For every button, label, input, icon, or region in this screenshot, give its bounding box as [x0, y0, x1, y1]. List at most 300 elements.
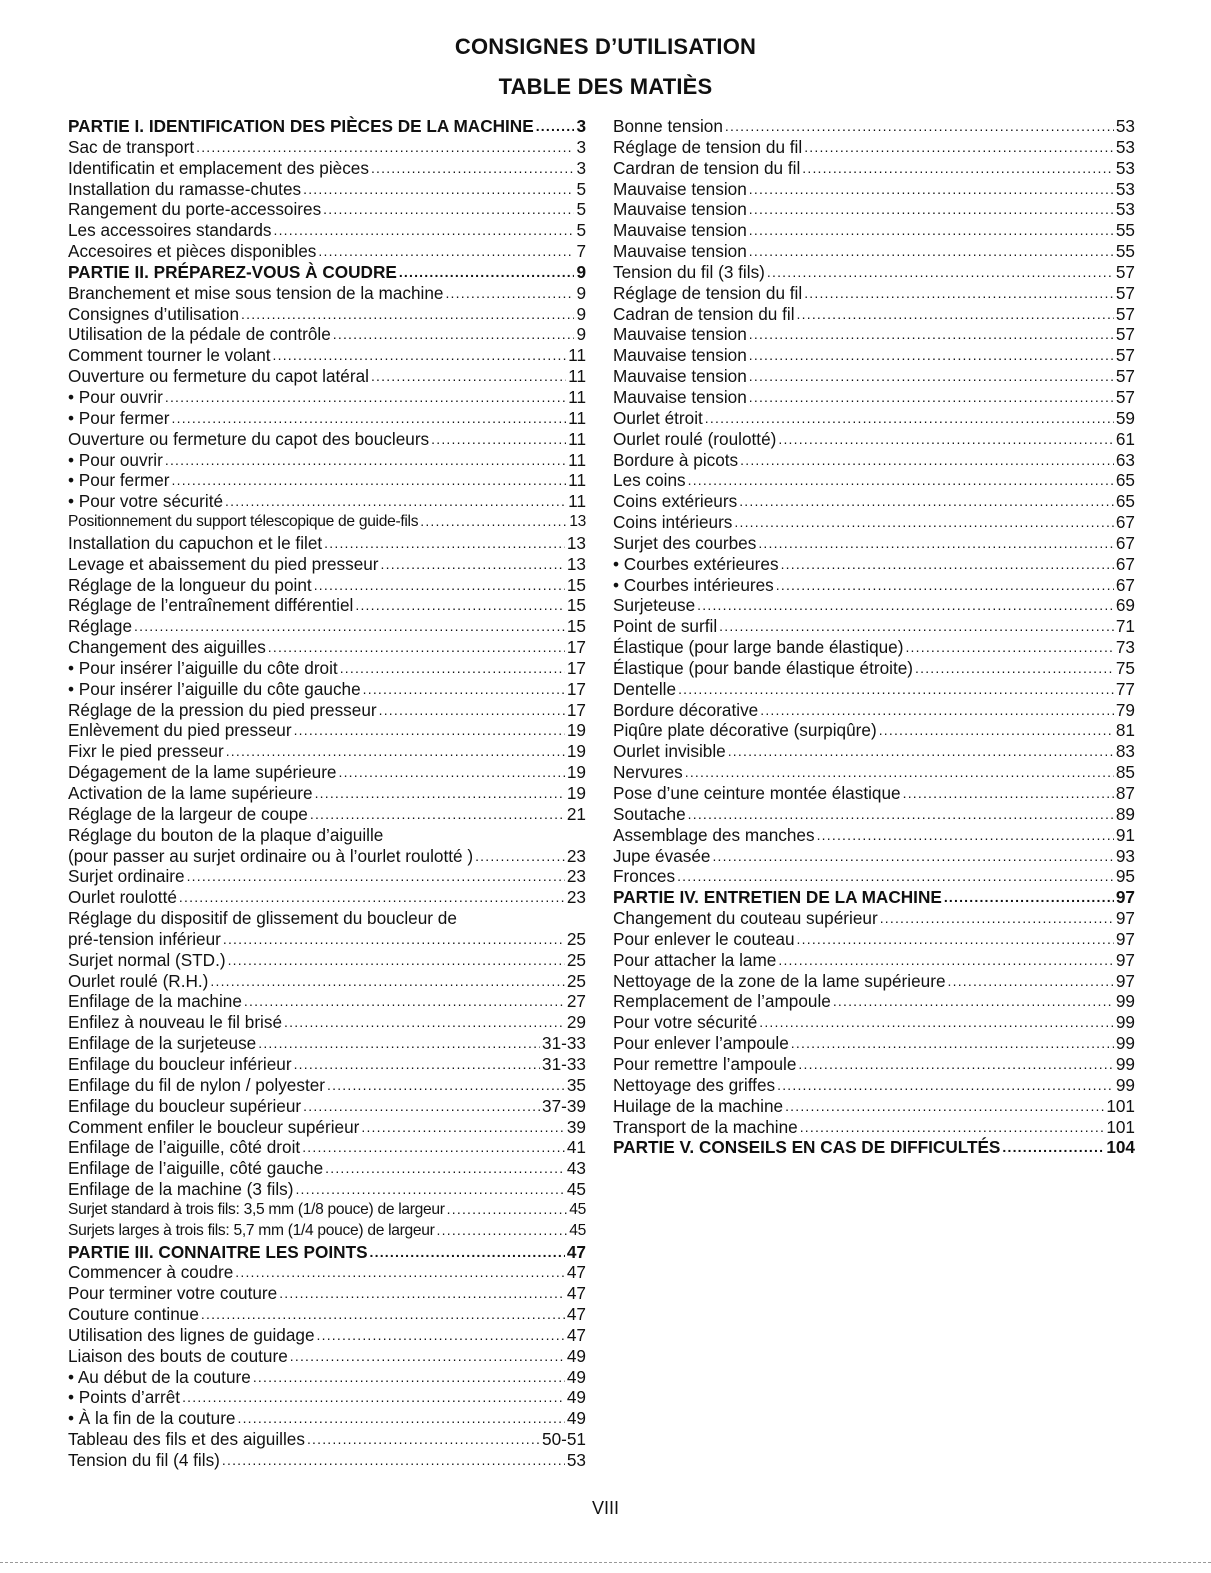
toc-entry-page: 15	[566, 616, 586, 637]
dot-leader	[324, 533, 565, 554]
toc-entry-page: 9	[576, 282, 586, 303]
toc-entry-label: PARTIE IV. ENTRETIEN DE LA MACHINE	[613, 887, 942, 908]
toc-entry-page: 101	[1106, 1116, 1135, 1137]
dot-leader	[447, 1200, 568, 1221]
toc-entry-page: 19	[566, 762, 586, 783]
toc-entry	[613, 1075, 1135, 1096]
toc-entry-label: Dentelle	[613, 678, 677, 699]
dot-leader	[905, 637, 1113, 658]
toc-entry-label: • Pour insérer l’aiguille du côte gauche	[68, 678, 361, 699]
toc-entry	[68, 533, 586, 554]
toc-entry	[613, 929, 1135, 950]
dot-leader	[379, 700, 565, 721]
toc-entry-page: 91	[1115, 824, 1135, 845]
toc-entry-label: Mauvaise tension	[613, 220, 747, 241]
toc-entry-page: 49	[566, 1345, 586, 1366]
dot-leader	[355, 595, 565, 616]
toc-entry	[68, 1096, 586, 1117]
dot-leader	[241, 304, 574, 325]
toc-entry-label: Positionnement du support télescopique de guide-fils	[68, 513, 419, 531]
toc-entry	[613, 804, 1135, 825]
toc-entry-label: Cadran de tension du fil	[613, 303, 795, 324]
toc-entry-label: Bonne tension	[613, 116, 723, 136]
toc-entry	[68, 470, 586, 491]
dot-leader	[758, 533, 1114, 554]
toc-entry	[68, 700, 586, 721]
toc-entry	[613, 1054, 1135, 1075]
toc-entry	[68, 1325, 586, 1346]
toc-entry	[68, 1367, 586, 1388]
dot-leader	[760, 700, 1114, 721]
toc-entry-page: 81	[1115, 720, 1135, 741]
dot-leader	[361, 1117, 565, 1138]
toc-entry-label: • Courbes extérieures	[613, 553, 779, 574]
dot-leader	[302, 1137, 565, 1158]
toc-entry-page: 5	[576, 199, 586, 220]
toc-section-heading	[68, 1242, 586, 1263]
dot-leader	[536, 116, 575, 137]
dot-leader	[371, 366, 566, 387]
toc-entry	[613, 741, 1135, 762]
toc-entry-page: 5	[576, 178, 586, 199]
toc-entry-label: PARTIE III. CONNAITRE LES POINTS	[68, 1241, 368, 1262]
toc-entry	[613, 1012, 1135, 1033]
toc-entry-label: Couture continue	[68, 1304, 199, 1325]
dot-leader	[778, 950, 1114, 971]
toc-entry-label: PARTIE I. IDENTIFICATION DES PIÈCES DE LA MACHINE	[68, 116, 534, 136]
toc-entry-page: 67	[1115, 553, 1135, 574]
toc-entry-label: (pour passer au surjet ordinaire ou à l’ourlet roulotté )	[68, 845, 474, 866]
dot-leader	[323, 199, 574, 220]
toc-entry	[613, 366, 1135, 387]
toc-entry-label: Branchement et mise sous tension de la machine	[68, 282, 444, 303]
dot-leader	[778, 429, 1114, 450]
toc-entry-label: Réglage de la longueur du point	[68, 574, 312, 595]
dot-leader	[948, 971, 1114, 992]
toc-entry-page: 63	[1115, 449, 1135, 470]
toc-entry-label: Mauvaise tension	[613, 324, 747, 345]
dot-leader	[712, 846, 1113, 867]
toc-entry	[613, 324, 1135, 345]
dot-leader	[740, 450, 1114, 471]
toc-entry-page: 23	[566, 866, 586, 887]
toc-entry-label: Tension du fil (4 fils)	[68, 1450, 220, 1470]
toc-entry	[68, 1221, 586, 1242]
toc-entry-label: Utilisation de la pédale de contrôle	[68, 324, 331, 345]
toc-entry-label: Réglage de la largeur de coupe	[68, 803, 308, 824]
toc-entry	[613, 846, 1135, 867]
toc-entry-label: Réglage de tension du fil	[613, 282, 803, 303]
toc-entry-page: 47	[566, 1324, 586, 1345]
toc-entry	[68, 1346, 586, 1367]
dot-leader	[749, 345, 1114, 366]
scan-edge-divider	[0, 1562, 1211, 1563]
toc-entry	[613, 283, 1135, 304]
toc-entry-page: 89	[1115, 803, 1135, 824]
toc-entry-page: 79	[1115, 699, 1135, 720]
toc-entry-label: Changement du couteau supérieur	[613, 908, 878, 929]
toc-entry-page: 71	[1115, 616, 1135, 637]
toc-entry-page: 77	[1115, 678, 1135, 699]
dot-leader	[739, 491, 1114, 512]
toc-entry-label: Piqûre plate décorative (surpiqûre)	[613, 720, 877, 741]
toc-entry-label: Les coins	[613, 470, 686, 491]
toc-entry-label: Enfilage de la machine	[68, 991, 242, 1012]
dot-leader	[725, 116, 1114, 137]
toc-entry-page: 19	[566, 720, 586, 741]
toc-right-column	[613, 116, 1135, 1158]
toc-entry	[68, 387, 586, 408]
toc-entry-page: 67	[1115, 574, 1135, 595]
toc-entry-label: Utilisation des lignes de guidage	[68, 1324, 315, 1345]
toc-entry-label: Enfilage de la surjeteuse	[68, 1033, 257, 1054]
dot-leader	[279, 1283, 565, 1304]
dot-leader	[370, 1242, 565, 1263]
dot-leader	[201, 1304, 565, 1325]
toc-entry	[613, 575, 1135, 596]
dot-leader	[225, 491, 566, 512]
toc-entry-page: 57	[1115, 324, 1135, 345]
toc-entry-page: 97	[1115, 887, 1135, 908]
toc-entry-label: Fronces	[613, 866, 676, 887]
toc-entry-page: 97	[1115, 928, 1135, 949]
toc-entry-page: 19	[566, 741, 586, 762]
toc-entry-page: 17	[566, 699, 586, 720]
dot-leader	[903, 783, 1114, 804]
toc-entry	[68, 179, 586, 200]
toc-entry-page: 11	[568, 470, 586, 491]
dot-leader	[719, 616, 1114, 637]
toc-entry	[613, 158, 1135, 179]
toc-entry	[68, 345, 586, 366]
toc-entry-page: 35	[566, 1074, 586, 1095]
dot-leader	[268, 637, 565, 658]
dot-leader	[445, 283, 574, 304]
toc-entry-label: Tableau des fils et des aiguilles	[68, 1429, 305, 1450]
toc-entry-label: Surjet normal (STD.)	[68, 949, 226, 970]
dot-leader	[179, 887, 565, 908]
toc-entry	[68, 324, 586, 345]
toc-entry-label: Ourlet invisible	[613, 741, 726, 762]
toc-entry-page: 43	[566, 1158, 586, 1179]
toc-section-heading	[613, 1137, 1135, 1158]
toc-entry-page: 53	[1115, 136, 1135, 157]
dot-leader	[804, 283, 1114, 304]
toc-entry	[68, 762, 586, 783]
toc-entry-page: 21	[566, 803, 586, 824]
toc-entry-label: Enfilage du boucleur supérieur	[68, 1095, 302, 1116]
toc-entry	[613, 679, 1135, 700]
toc-entry	[68, 1158, 586, 1179]
dot-leader	[797, 929, 1114, 950]
dot-leader	[688, 804, 1114, 825]
toc-entry	[68, 991, 586, 1012]
dot-leader	[223, 929, 565, 950]
toc-entry	[68, 1054, 586, 1075]
dot-leader	[317, 1325, 565, 1346]
toc-entry-label: Réglage de la pression du pied presseur	[68, 699, 377, 720]
toc-entry-label: • Pour fermer	[68, 407, 170, 428]
toc-entry-label: Ourlet roulotté	[68, 887, 177, 908]
toc-entry-page: 55	[1115, 241, 1135, 262]
toc-entry-page: 57	[1115, 261, 1135, 282]
toc-entry-label: Transport de la machine	[613, 1116, 798, 1137]
toc-entry-page: 95	[1115, 866, 1135, 887]
toc-entry-label-line1: Réglage du dispositif de glissement du boucleur de	[68, 908, 457, 929]
toc-entry-label: Commencer à coudre	[68, 1262, 234, 1283]
dot-leader	[172, 408, 567, 429]
page-number: VIII	[591, 1498, 619, 1518]
toc-entry-label: Élastique (pour large bande élastique)	[613, 637, 904, 658]
dot-leader	[776, 575, 1114, 596]
dot-leader	[196, 137, 574, 158]
toc-entry	[613, 137, 1135, 158]
toc-entry-label: Nettoyage de la zone de la lame supérieure	[613, 970, 946, 991]
dot-leader	[734, 512, 1113, 533]
toc-entry-label: • À la fin de la couture	[68, 1408, 236, 1429]
toc-entry	[68, 1075, 586, 1096]
table-of-contents-title: TABLE DES MATIÈS	[498, 74, 713, 99]
toc-entry-label: Surjet ordinaire	[68, 866, 185, 887]
dot-leader	[697, 595, 1114, 616]
toc-entry-label: Coins intérieurs	[613, 512, 733, 533]
toc-entry	[613, 512, 1135, 533]
toc-entry-label: • Pour ouvrir	[68, 386, 163, 407]
toc-entry-label: Dégagement de la lame supérieure	[68, 762, 337, 783]
toc-entry-label: Remplacement de l’ampoule	[613, 991, 831, 1012]
toc-entry-page: 83	[1115, 741, 1135, 762]
toc-entry-page: 99	[1115, 1074, 1135, 1095]
toc-entry-page: 99	[1115, 991, 1135, 1012]
toc-entry	[68, 512, 586, 533]
toc-entry-label: Réglage de l’entraînement différentiel	[68, 595, 354, 616]
toc-entry	[68, 595, 586, 616]
toc-entry	[68, 1117, 586, 1138]
toc-entry	[68, 887, 586, 908]
toc-entry	[68, 866, 586, 887]
toc-entry	[613, 762, 1135, 783]
dot-leader	[767, 262, 1114, 283]
toc-entry-page: 99	[1115, 1033, 1135, 1054]
toc-entry	[613, 220, 1135, 241]
toc-entry	[613, 720, 1135, 741]
dot-leader	[475, 846, 565, 867]
toc-entry	[613, 700, 1135, 721]
toc-entry-label: • Points d’arrêt	[68, 1387, 181, 1408]
toc-entry-page: 11	[568, 345, 586, 366]
toc-entry-label: Mauvaise tension	[613, 386, 747, 407]
toc-entry-label: PARTIE II. PRÉPAREZ-VOUS À COUDRE	[68, 261, 397, 282]
dot-leader	[437, 1221, 568, 1242]
toc-entry-page: 97	[1115, 949, 1135, 970]
toc-entry-label: Surjet des courbes	[613, 532, 757, 553]
toc-entry-page: 13	[566, 532, 586, 553]
dot-leader	[294, 1054, 540, 1075]
toc-entry-label: Réglage	[68, 616, 133, 637]
toc-entry	[613, 408, 1135, 429]
toc-entry	[68, 1283, 586, 1304]
toc-entry-page: 47	[566, 1262, 586, 1283]
toc-entry-label: Tension du fil (3 fils)	[613, 261, 765, 282]
toc-entry-page: 27	[566, 991, 586, 1012]
toc-entry-page: 7	[576, 241, 586, 262]
toc-entry-label: Nervures	[613, 762, 683, 783]
dot-leader	[915, 658, 1114, 679]
dot-leader	[325, 1158, 565, 1179]
toc-entry-label: Huilage de la machine	[613, 1095, 784, 1116]
dot-leader	[210, 971, 564, 992]
toc-entry-label: Réglage de tension du fil	[613, 136, 803, 157]
toc-entry	[613, 554, 1135, 575]
toc-entry	[68, 1033, 586, 1054]
toc-entry-page: 41	[566, 1137, 586, 1158]
toc-entry-label: Ouverture ou fermeture du capot latéral	[68, 366, 369, 387]
dot-leader	[781, 554, 1114, 575]
toc-entry	[68, 158, 586, 179]
toc-entry-page: 93	[1115, 845, 1135, 866]
toc-entry	[68, 366, 586, 387]
toc-entry-page: 101	[1106, 1095, 1135, 1116]
toc-entry	[68, 825, 586, 867]
dot-leader	[749, 241, 1114, 262]
dot-leader	[420, 512, 567, 533]
toc-entry-page: 23	[566, 887, 586, 908]
toc-entry	[68, 637, 586, 658]
toc-entry-label: • Pour votre sécurité	[68, 491, 224, 512]
toc-entry-label: Enfilez à nouveau le fil brisé	[68, 1012, 283, 1033]
dot-leader	[244, 991, 565, 1012]
toc-entry-page: 15	[566, 595, 586, 616]
dot-leader	[804, 137, 1114, 158]
toc-entry	[613, 533, 1135, 554]
toc-entry-label: Mauvaise tension	[613, 199, 747, 220]
toc-entry-page: 53	[1115, 157, 1135, 178]
toc-entry-label: Fixr le pied presseur	[68, 741, 224, 762]
toc-entry-page: 47	[566, 1283, 586, 1304]
dot-leader	[187, 866, 565, 887]
toc-entry-label: Activation de la lame supérieure	[68, 783, 313, 803]
toc-entry-page: 97	[1115, 970, 1135, 991]
dot-leader	[677, 866, 1114, 887]
toc-entry-label: PARTIE V. CONSEILS EN CAS DE DIFFICULTÉS	[613, 1137, 1001, 1158]
toc-entry-page: 73	[1115, 637, 1135, 658]
toc-entry	[68, 1200, 586, 1221]
toc-entry	[613, 971, 1135, 992]
toc-entry-page: 69	[1115, 595, 1135, 616]
toc-entry-label: Enfilage de l’aiguille, côté droit	[68, 1137, 301, 1158]
toc-entry-page: 17	[566, 678, 586, 699]
toc-section-heading	[613, 887, 1135, 908]
toc-entry-page: 5	[576, 220, 586, 241]
toc-entry-page: 75	[1115, 657, 1135, 678]
toc-entry-page: 53	[566, 1450, 586, 1470]
toc-entry-label: Enfilage du fil de nylon / polyester	[68, 1074, 326, 1095]
dot-leader	[678, 679, 1114, 700]
toc-entry-page: 3	[576, 136, 586, 157]
toc-entry	[68, 1450, 586, 1471]
toc-entry-label: Liaison des bouts de couture	[68, 1345, 288, 1366]
toc-entry-label: Installation du ramasse-chutes	[68, 178, 302, 199]
toc-entry-label: Identificatin et emplacement des pièces	[68, 157, 369, 178]
toc-entry	[613, 116, 1135, 137]
toc-entry-page: 9	[576, 324, 586, 345]
toc-entry	[613, 1033, 1135, 1054]
toc-entry-page: 31-33	[542, 1033, 586, 1054]
toc-entry	[68, 1304, 586, 1325]
toc-entry-page: 11	[568, 491, 586, 512]
document-title: CONSIGNES D’UTILISATION	[454, 34, 757, 59]
toc-entry-page: 53	[1115, 199, 1135, 220]
toc-entry-page: 67	[1115, 512, 1135, 533]
dot-leader	[749, 179, 1114, 200]
toc-entry	[68, 1387, 586, 1408]
toc-entry-label: Comment enfiler le boucleur supérieur	[68, 1116, 360, 1137]
toc-entry-page: 57	[1115, 282, 1135, 303]
toc-entry	[68, 658, 586, 679]
toc-entry	[68, 137, 586, 158]
toc-entry	[613, 241, 1135, 262]
toc-entry-label: Mauvaise tension	[613, 241, 747, 262]
dot-leader	[226, 741, 565, 762]
toc-entry-label: Pour attacher la lame	[613, 949, 777, 970]
toc-entry	[613, 345, 1135, 366]
toc-entry-page: 87	[1115, 783, 1135, 803]
toc-entry-page: 25	[566, 949, 586, 970]
dot-leader	[749, 366, 1114, 387]
toc-entry-page: 97	[1115, 908, 1135, 929]
toc-section-heading	[68, 262, 586, 283]
toc-entry-page: 23	[566, 845, 586, 866]
toc-entry-page: 45	[569, 1221, 586, 1239]
dot-leader	[785, 1096, 1104, 1117]
dot-leader	[307, 1429, 540, 1450]
toc-entry	[68, 554, 586, 575]
dot-leader	[284, 1012, 565, 1033]
toc-entry-page: 13	[569, 513, 586, 531]
dot-leader	[371, 158, 574, 179]
toc-entry	[68, 575, 586, 596]
toc-entry-page: 57	[1115, 303, 1135, 324]
toc-entry-label: Mauvaise tension	[613, 345, 747, 366]
toc-entry-label: • Au début de la couture	[68, 1366, 251, 1387]
toc-entry-page: 104	[1106, 1137, 1135, 1158]
toc-entry-page: 57	[1115, 345, 1135, 366]
toc-entry-page: 57	[1115, 366, 1135, 387]
toc-entry-page: 47	[566, 1241, 586, 1262]
toc-entry	[68, 199, 586, 220]
toc-entry-label: pré-tension inférieur	[68, 928, 221, 949]
toc-entry	[68, 804, 586, 825]
toc-entry-label: Pour terminer votre couture	[68, 1283, 278, 1304]
dot-leader	[165, 387, 566, 408]
toc-entry-label: Pour enlever le couteau	[613, 928, 795, 949]
toc-entry-label: Accesoires et pièces disponibles	[68, 241, 317, 262]
toc-entry-label: Soutache	[613, 803, 686, 824]
toc-entry-page: 85	[1115, 762, 1135, 783]
dot-leader	[318, 241, 574, 262]
toc-entry-label: Installation du capuchon et le filet	[68, 532, 323, 553]
toc-entry-page: 53	[1115, 178, 1135, 199]
toc-entry	[68, 908, 586, 950]
toc-entry-label: Ouverture ou fermeture du capot des boucleurs	[68, 428, 430, 449]
dot-leader	[303, 179, 574, 200]
toc-entry-label: Pour enlever l’ampoule	[613, 1033, 789, 1054]
dot-leader	[802, 158, 1114, 179]
toc-entry	[68, 491, 586, 512]
toc-entry-page: 11	[568, 449, 586, 470]
toc-entry-label: Levage et abaissement du pied presseur	[68, 553, 379, 574]
toc-entry-page: 29	[566, 1012, 586, 1033]
